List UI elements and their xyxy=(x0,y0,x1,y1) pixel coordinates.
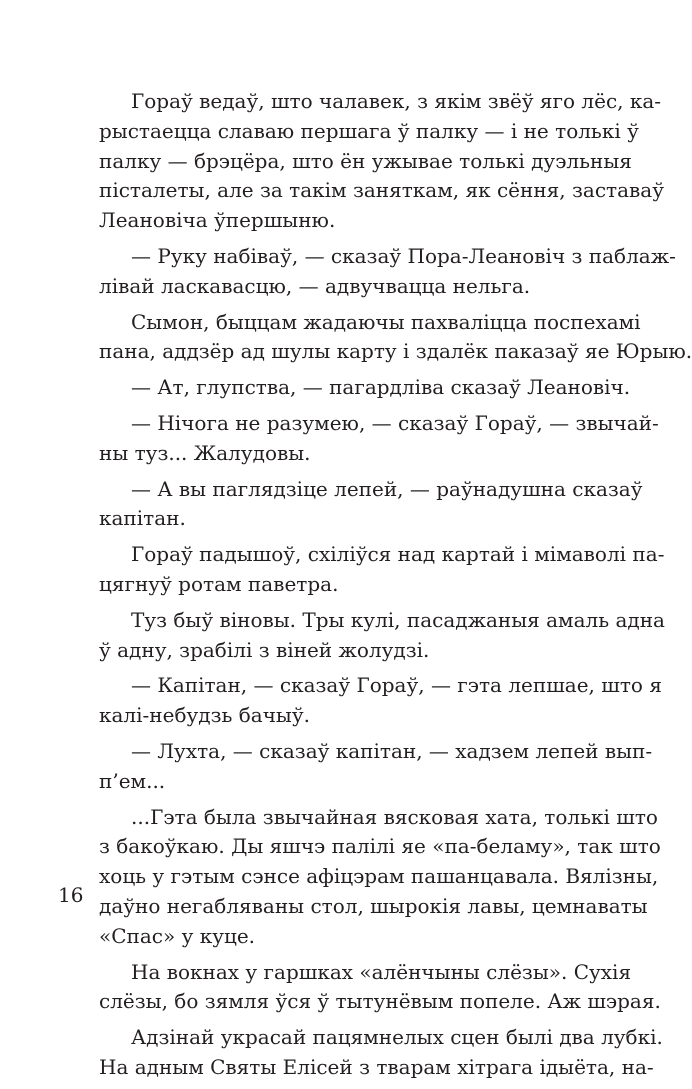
page-number: 16 xyxy=(58,883,84,907)
text-line: палку — брэцёра, што ён ужывае толькі дуэльныя xyxy=(99,148,632,173)
text-line: ны туз... Жалудовы. xyxy=(99,440,311,465)
paragraph xyxy=(99,475,643,535)
text-line: лівай ласкавасцю, — адвучвацца нельга. xyxy=(99,273,531,298)
paragraph xyxy=(99,373,631,403)
text-line: цягнуў ротам паветра. xyxy=(99,571,339,596)
text-line: Гораў ведаў, што чалавек, з якім звёў яго лёс, ка- xyxy=(131,89,662,113)
text-line: ...Гэта была звычайная вясковая хата, толькі што xyxy=(131,804,658,829)
paragraph xyxy=(99,606,665,666)
text-line: — Лухта, — сказаў капітан, — хадзем лепей вып- xyxy=(131,738,653,763)
text-line: капітан. xyxy=(99,506,186,531)
text-line: пісталеты, але за такім заняткам, як сёння, заставаў xyxy=(99,178,664,203)
text-line: ў адну, зрабілі з віней жолудзі. xyxy=(99,637,430,662)
text-line: — Капітан, — сказаў Гораў, — гэта лепшае, што я xyxy=(131,673,662,698)
paragraph xyxy=(99,242,676,302)
text-line: Гораў падышоў, схіліўся над картай і мімаволі па- xyxy=(131,542,665,567)
paragraph xyxy=(99,671,662,731)
text-line: «Спас» у куце. xyxy=(99,923,256,948)
paragraph xyxy=(99,958,661,1018)
text-line: — Ат, глупства, — пагардліва сказаў Леановіч. xyxy=(131,375,631,400)
paragraph xyxy=(99,737,653,797)
text-line: — Руку набіваў, — сказаў Пора-Леановіч з паблаж- xyxy=(131,243,676,268)
text-block xyxy=(99,87,692,1089)
text-line: На вокнах у гаршках «алёнчыны слёзы». Сухія xyxy=(131,959,632,984)
paragraph xyxy=(99,1023,663,1083)
paragraph xyxy=(99,87,664,236)
text-line: з бакоўкаю. Ды яшчэ палілі яе «па-беламу», так што xyxy=(99,834,661,859)
text-line: п’ем... xyxy=(99,768,166,793)
text-line: калі-небудзь бачыў. xyxy=(99,703,310,728)
text-line: хоць у гэтым сэнсе афіцэрам пашанцавала. Вялізны, xyxy=(99,864,659,889)
paragraph xyxy=(99,409,659,469)
text-line: Туз быў віновы. Тры кулі, пасаджаныя амаль адна xyxy=(131,607,665,632)
paragraph xyxy=(99,803,661,952)
paragraph xyxy=(99,308,692,368)
text-line: — Нічога не разумею, — сказаў Гораў, — звычай- xyxy=(131,410,659,435)
text-line: — А вы паглядзіце лепей, — раўнадушна сказаў xyxy=(131,476,643,501)
paragraph xyxy=(99,540,665,600)
text-line: рыстаецца славаю першага ў палку — і не толькі ў xyxy=(99,118,639,143)
text-line: Сымон, быццам жадаючы пахваліцца поспехамі xyxy=(131,309,641,334)
text-line: Адзінай украсай пацямнелых сцен былі два лубкі. xyxy=(131,1025,663,1050)
text-line: Леановіча ўпершыню. xyxy=(99,208,336,233)
text-line: даўно негабляваны стол, шырокія лавы, цемнаваты xyxy=(99,893,648,918)
text-line: слёзы, бо зямля ўся ў тытунёвым попеле. Аж шэрая. xyxy=(99,989,661,1014)
text-line: пана, аддзёр ад шулы карту і здалёк паказаў яе Юрыю. xyxy=(99,339,692,364)
text-line: На адным Святы Елісей з тварам хітрага ідыёта, на- xyxy=(99,1054,654,1079)
